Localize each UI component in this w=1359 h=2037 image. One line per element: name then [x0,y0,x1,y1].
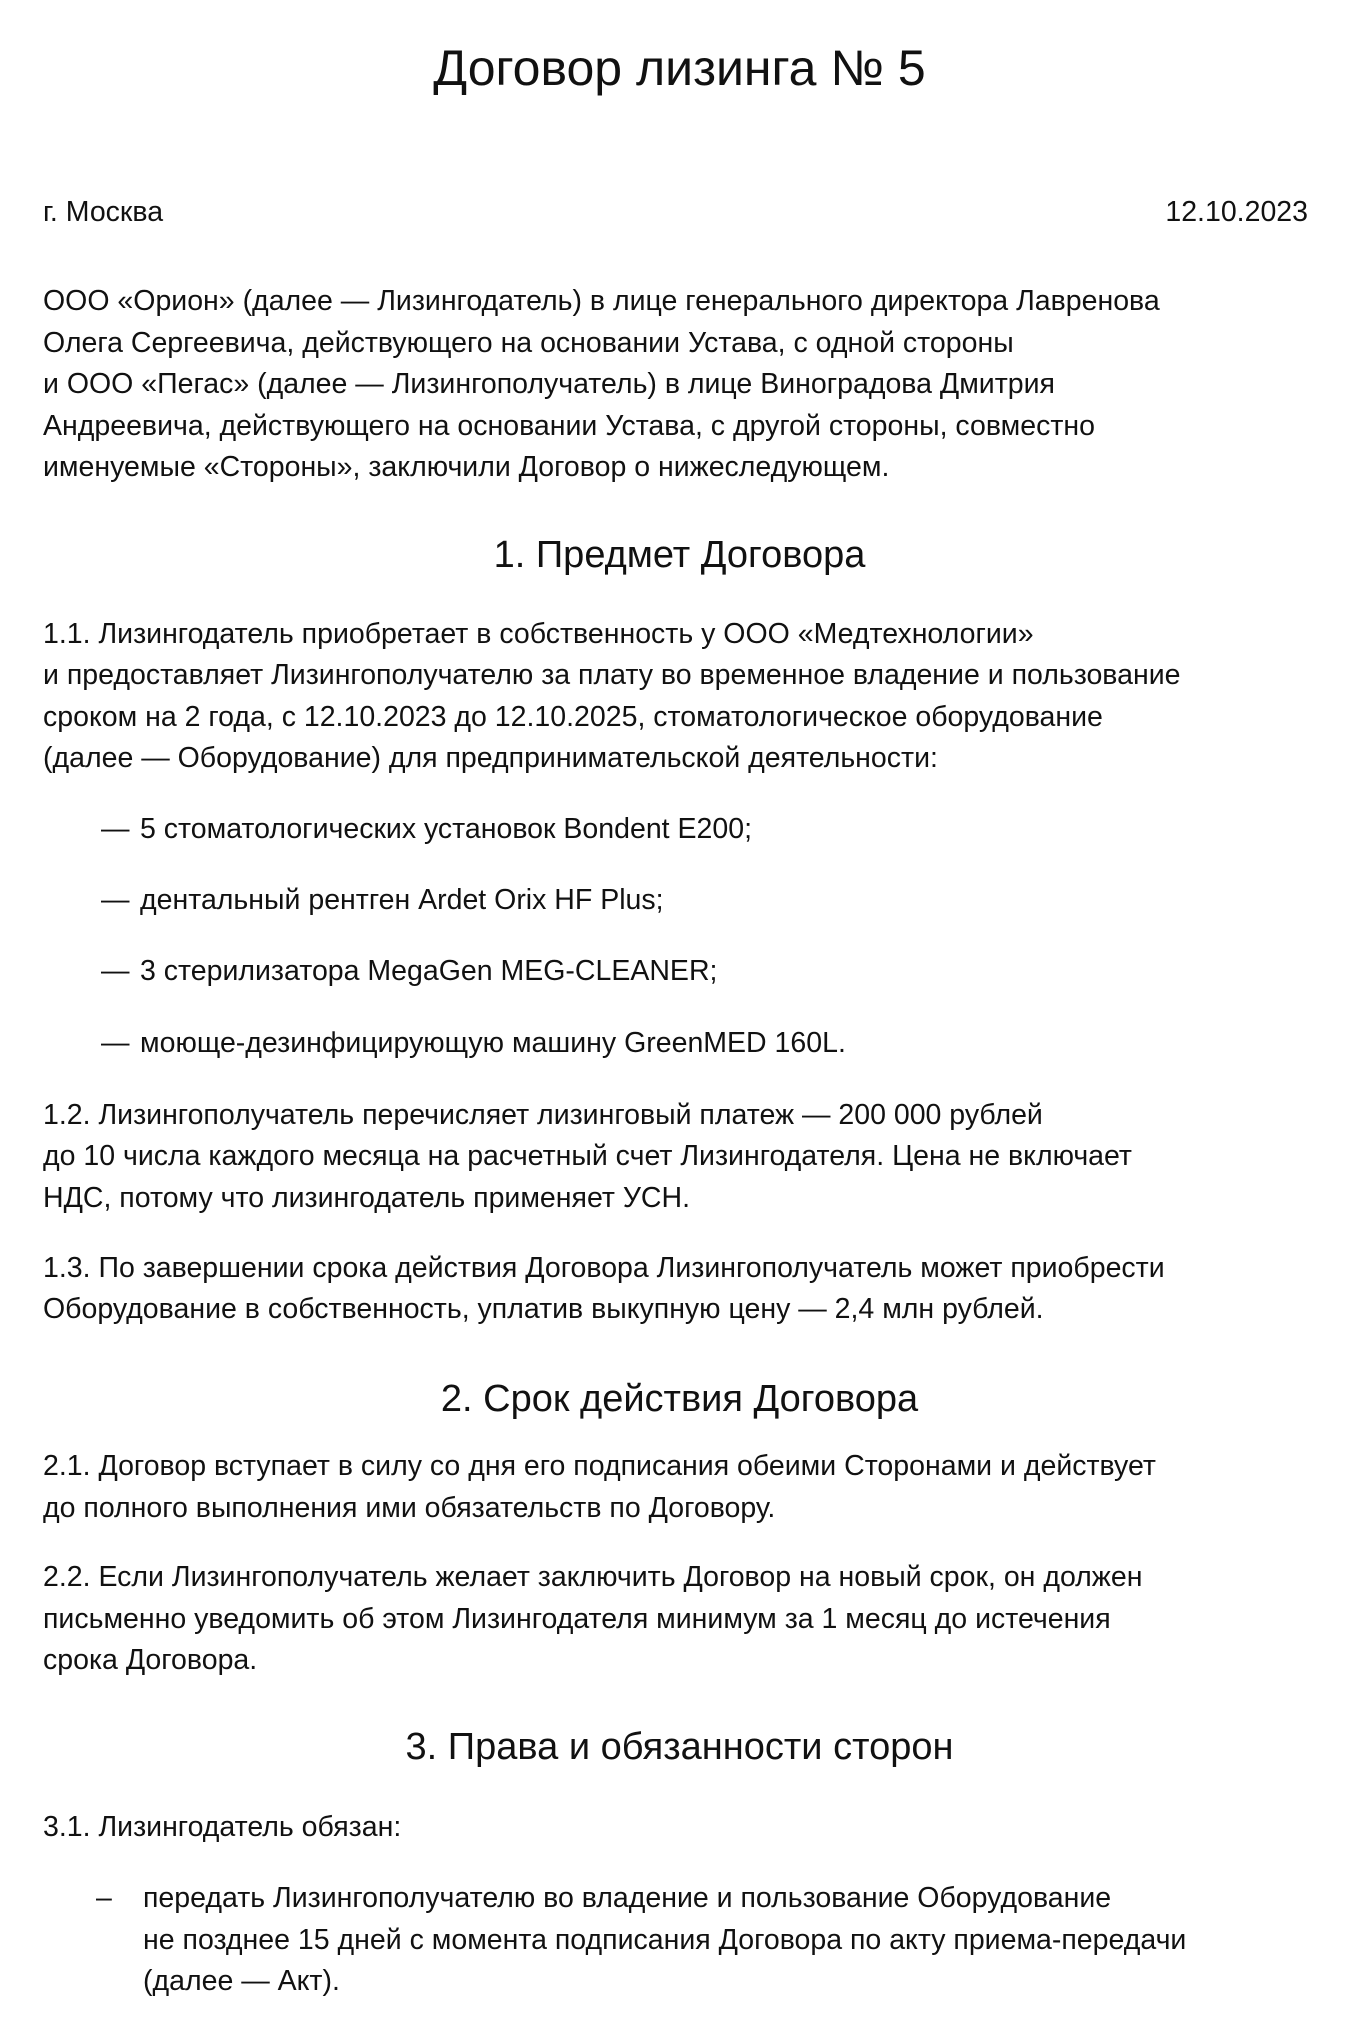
preamble-line: Олега Сергеевича, действующего на основании Устава, с одной стороны [43,327,1014,359]
clause-line: срока Договора. [43,1644,258,1676]
clause-line: до 10 числа каждого месяца на расчетный счет Лизингодателя. Цена не включает [43,1140,1132,1172]
clause-line: 2.2. Если Лизингополучатель желает заключить Договор на новый срок, он должен [43,1561,1143,1593]
section-heading-3: 3. Права и обязанности сторон [405,1726,954,1768]
list-item: 3 стерилизатора MegaGen MEG-CLEANER; [140,955,718,987]
list-item: дентальный рентген Ardet Orix HF Plus; [140,884,664,916]
clause-line: и предоставляет Лизингополучателю за плату во временное владение и пользование [43,659,1181,691]
list-dash: – [96,1882,112,1914]
preamble-line: ООО «Орион» (далее — Лизингодатель) в лице генерального директора Лавренова [43,285,1160,317]
list-item: моюще-дезинфицирующую машину GreenMED 160L. [140,1027,846,1059]
clause-line: НДС, потому что лизингодатель применяет УСН. [43,1182,691,1214]
clause-3-1: 3.1. Лизингодатель обязан: [43,1811,402,1843]
clause-line: 1.1. Лизингодатель приобретает в собственность у ООО «Медтехнологии» [43,618,1034,650]
obligation-line: не позднее 15 дней с момента подписания Договора по акту приема-передачи [143,1924,1187,1956]
clause-line: 1.3. По завершении срока действия Договора Лизингополучатель может приобрести [43,1252,1165,1284]
list-item: 5 стоматологических установок Bondent E200; [140,813,752,845]
city: г. Москва [43,196,164,228]
section-heading-2: 2. Срок действия Договора [440,1378,919,1420]
clause-line: сроком на 2 года, с 12.10.2023 до 12.10.2025, стоматологическое оборудование [43,701,1103,733]
preamble-line: и ООО «Пегас» (далее — Лизингополучатель) в лице Виноградова Дмитрия [43,368,1055,400]
clause-line: 1.2. Лизингополучатель перечисляет лизинговый платеж — 200 000 рублей [43,1099,1043,1131]
clause-line: письменно уведомить об этом Лизингодателя минимум за 1 месяц до истечения [43,1603,1111,1635]
clause-line: до полного выполнения ими обязательств по Договору. [43,1492,776,1524]
list-dash: — [101,884,130,916]
contract-date: 12.10.2023 [1165,196,1308,228]
clause-line: 2.1. Договор вступает в силу со дня его подписания обеими Сторонами и действует [43,1450,1156,1482]
preamble-line: Андреевича, действующего на основании Устава, с другой стороны, совместно [43,410,1095,442]
list-dash: — [101,1027,130,1059]
clause-line: (далее — Оборудование) для предпринимательской деятельности: [43,742,938,774]
list-dash: — [101,813,130,845]
obligation-line: передать Лизингополучателю во владение и пользование Оборудование [143,1882,1112,1914]
list-dash: — [101,955,130,987]
document-title: Договор лизинга № 5 [433,40,926,96]
preamble-line: именуемые «Стороны», заключили Договор о нижеследующем. [43,451,890,483]
clause-line: Оборудование в собственность, уплатив выкупную цену — 2,4 млн рублей. [43,1293,1044,1325]
section-heading-1: 1. Предмет Договора [493,534,866,576]
obligation-line: (далее — Акт). [143,1965,340,1997]
